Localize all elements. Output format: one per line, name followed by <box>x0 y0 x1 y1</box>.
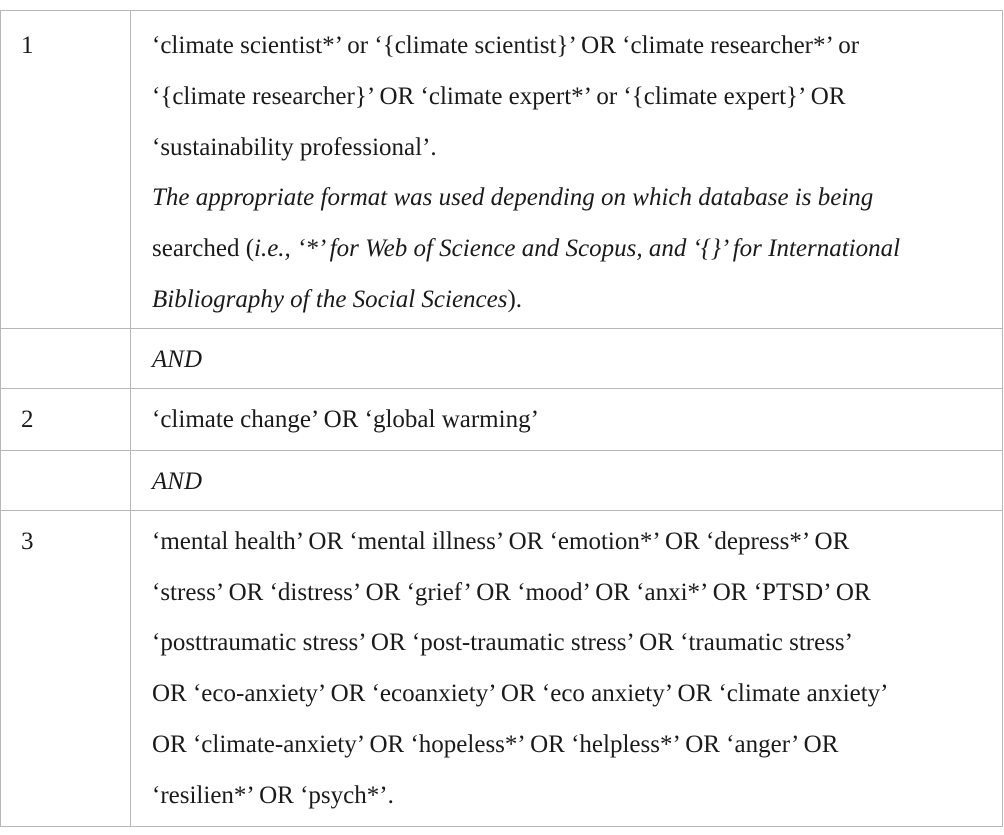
terms-line: OR ‘climate-anxiety’ OR ‘hopeless*’ OR ‘helpless*’ OR ‘anger’ OR <box>152 730 839 758</box>
terms-line: ‘mental health’ OR ‘mental illness’ OR ‘emotion*’ OR ‘depress*’ OR <box>152 527 850 555</box>
terms-line: ‘resilien*’ OR ‘psych*’. <box>152 781 394 809</box>
table-row <box>1 388 1003 450</box>
terms-line: OR ‘eco-anxiety’ OR ‘ecoanxiety’ OR ‘eco anxiety’ OR ‘climate anxiety’ <box>152 680 889 708</box>
terms-line: ‘{climate researcher}’ OR ‘climate expert*’ or ‘{climate expert}’ OR <box>152 82 846 110</box>
search-terms-cell <box>131 510 1003 826</box>
row-number <box>1 328 131 388</box>
table-row <box>1 510 1003 826</box>
terms-line: ‘sustainability professional’. <box>152 133 437 161</box>
boolean-operator: AND <box>131 328 1003 388</box>
terms-line: ‘climate change’ OR ‘global warming’ <box>152 405 539 433</box>
search-terms-cell <box>131 388 1003 450</box>
search-terms-cell <box>131 11 1003 329</box>
row-number: 1 <box>1 11 131 329</box>
format-note-text: ). <box>507 285 523 313</box>
format-note-text: searched ( <box>152 235 255 263</box>
boolean-operator: AND <box>131 450 1003 510</box>
format-note-text: Bibliography of the Social Sciences <box>152 285 508 313</box>
format-note-line: The appropriate format was used depending on which database is being <box>152 184 874 212</box>
format-note-line <box>152 224 994 275</box>
terms-line: ‘stress’ OR ‘distress’ OR ‘grief’ OR ‘mood’ OR ‘anxi*’ OR ‘PTSD’ OR <box>152 578 871 606</box>
format-note-text: i.e., ‘*’ for Web of Science and Scopus, and ‘{}’ for International <box>254 235 901 263</box>
search-terms-table <box>0 10 1003 827</box>
terms-line: ‘climate scientist*’ or ‘{climate scientist}’ OR ‘climate researcher*’ or <box>152 32 860 59</box>
row-number: 3 <box>1 510 131 826</box>
row-number <box>1 450 131 510</box>
table-row <box>1 11 1003 329</box>
terms-line: ‘posttraumatic stress’ OR ‘post-traumatic stress’ OR ‘traumatic stress’ <box>152 629 853 657</box>
row-number: 2 <box>1 388 131 450</box>
table-row <box>1 450 1003 510</box>
table-row <box>1 328 1003 388</box>
format-note-line <box>152 275 994 326</box>
